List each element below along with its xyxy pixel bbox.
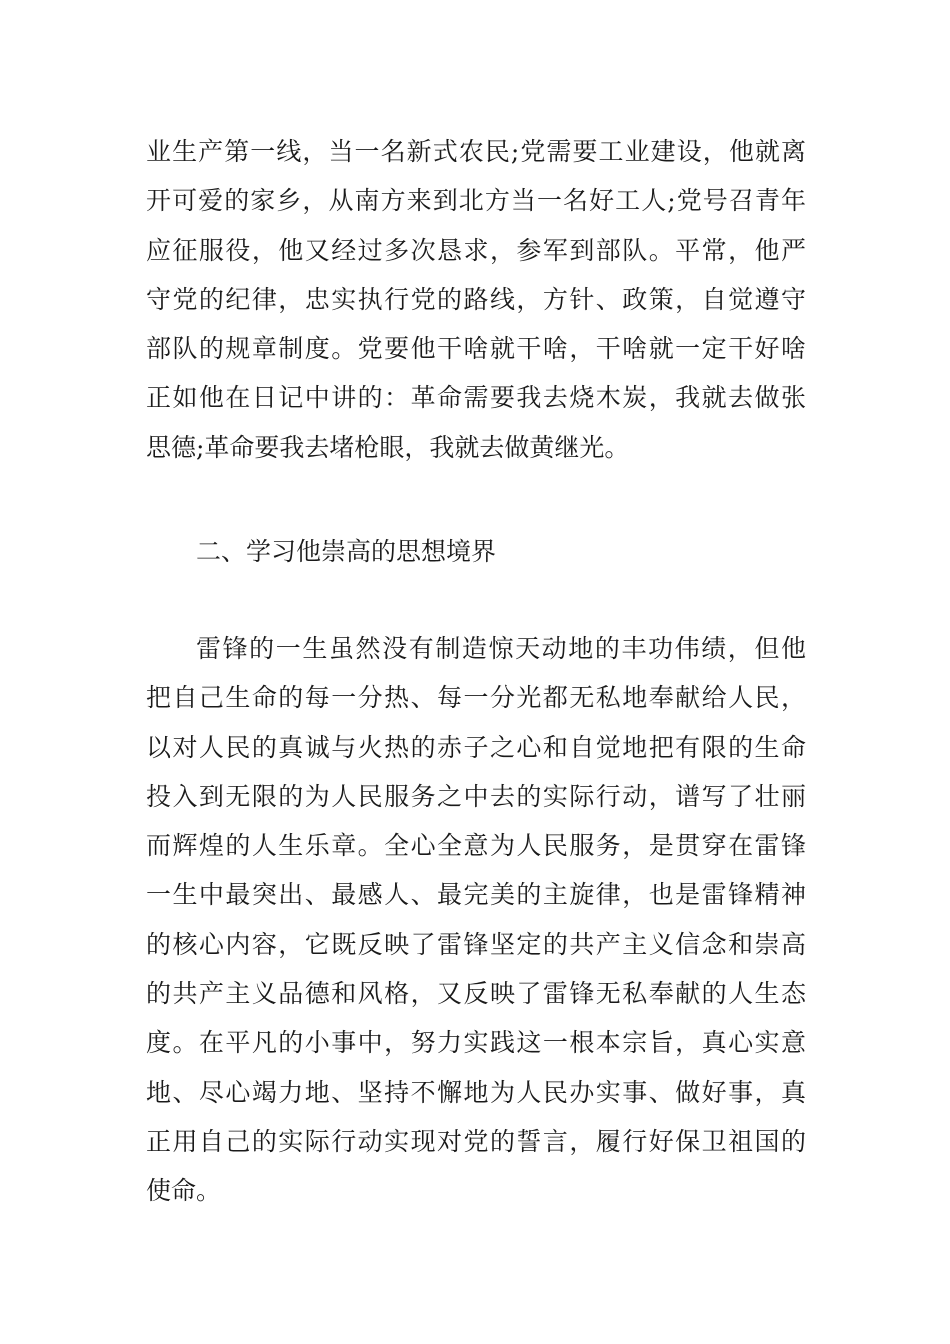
paragraph-line: 思德;革命要我去堵枪眼，我就去做黄继光。: [146, 432, 630, 462]
paragraph-line: 的共产主义品德和风格，又反映了雷锋无私奉献的人生态: [146, 979, 806, 1009]
paragraph-line: 度。在平凡的小事中，努力实践这一根本宗旨，真心实意: [146, 1028, 806, 1058]
paragraph-line: 使命。: [146, 1176, 222, 1206]
paragraph-line: 开可爱的家乡，从南方来到北方当一名好工人;党号召青年: [146, 186, 806, 216]
paragraph-line: 应征服役，他又经过多次恳求，参军到部队。平常，他严: [146, 235, 806, 265]
paragraph-line: 正如他在日记中讲的：革命需要我去烧木炭，我就去做张: [146, 383, 806, 413]
paragraph-1: [146, 127, 806, 472]
paragraph-line: 雷锋的一生虽然没有制造惊天动地的丰功伟绩，但他: [196, 634, 806, 663]
paragraph-line: 一生中最突出、最感人、最完美的主旋律，也是雷锋精神: [146, 880, 806, 910]
paragraph-2: [146, 624, 806, 1216]
section-heading-text: 二、学习他崇高的思想境界: [196, 537, 497, 566]
paragraph-line: 部队的规章制度。党要他干啥就干啥，干啥就一定干好啥: [146, 334, 806, 364]
paragraph-line: 业生产第一线，当一名新式农民;党需要工业建设，他就离: [146, 137, 806, 166]
paragraph-line: 地、尽心竭力地、坚持不懈地为人民办实事、做好事，真: [146, 1077, 806, 1107]
paragraph-line: 投入到无限的为人民服务之中去的实际行动，谱写了壮丽: [146, 781, 806, 811]
paragraph-line: 的核心内容，它既反映了雷锋坚定的共产主义信念和崇高: [146, 929, 806, 959]
paragraph-line: 把自己生命的每一分热、每一分光都无私地奉献给人民，: [146, 683, 806, 713]
paragraph-line: 而辉煌的人生乐章。全心全意为人民服务，是贯穿在雷锋: [146, 831, 806, 861]
paragraph-line: 以对人民的真诚与火热的赤子之心和自觉地把有限的生命: [146, 732, 806, 762]
section-heading: [146, 527, 806, 576]
paragraph-line: 守党的纪律，忠实执行党的路线，方针、政策，自觉遵守: [146, 284, 806, 314]
paragraph-line: 正用自己的实际行动实现对党的誓言，履行好保卫祖国的: [146, 1126, 806, 1156]
